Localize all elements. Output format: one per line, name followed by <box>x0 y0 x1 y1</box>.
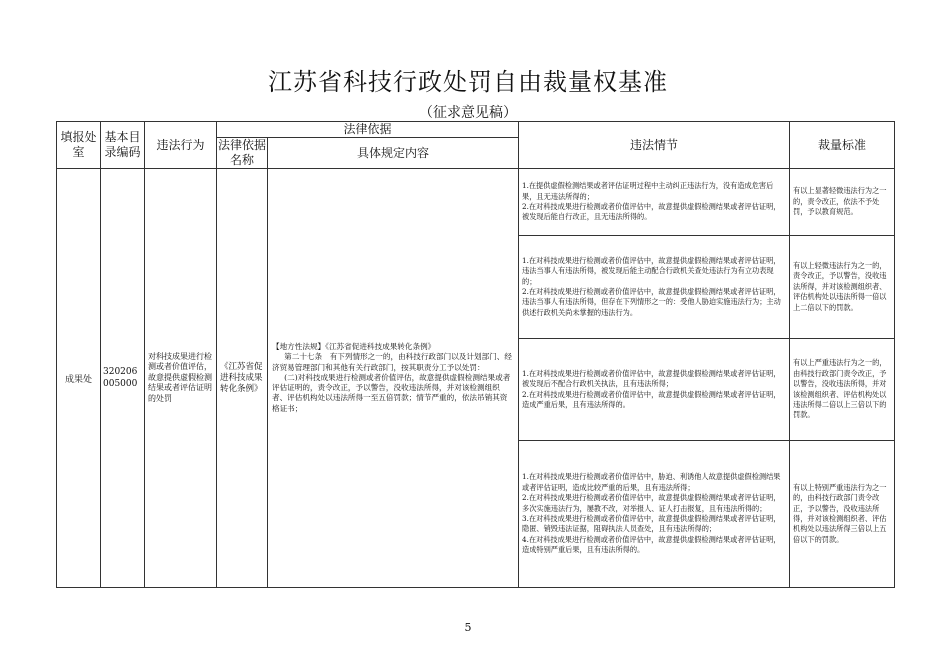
circumstance-level-2: 1.在对科技成果进行检测或者价值评估中，故意提供虚假检测结果或者评估证明，违法当事人有违法所得，被发现后能主动配合行政机关查处违法行为有立功表现的； 2.在对科技成果进行检测或者价值评估中，故意提供虚假检测结果或者评估证明，违法当事人有违法所得，但存在下列情形之一的：受他人胁迫实施违法行为；主动供述行政机关尚未掌握的违法行为。 <box>519 236 790 339</box>
document-title: 江苏省科技行政处罚自由裁量权基准 <box>268 68 668 96</box>
header-circumstances: 违法情节 <box>519 122 790 169</box>
circumstance-level-1: 1.在提供虚假检测结果或者评估证明过程中主动纠正违法行为，没有造成危害后果，且无违法所得的； 2.在对科技成果进行检测或者价值评估中，故意提供虚假检测结果或者评估证明，被发现后能自行改正，且无违法所得的。 <box>519 169 790 236</box>
header-code: 基本目录编码 <box>101 122 145 169</box>
header-basis-name: 法律依据名称 <box>217 138 266 167</box>
header-basis-content: 具体规定内容 <box>268 138 519 169</box>
header-dept: 填报处室 <box>57 122 101 169</box>
cell-code: 320206005000 <box>101 169 145 588</box>
cell-violation-act: 对科技成果进行检测或者价值评估，故意提供虚假检测结果或者评估证明的处罚 <box>145 169 217 588</box>
standard-level-3: 有以上严重违法行为之一的，由科技行政部门责令改正，予以警告，没收违法所得，并对该检测组织者、评估机构处以违法所得二倍以上三倍以下的罚款。 <box>790 339 895 441</box>
header-legal-basis: 法律依据 <box>217 122 519 138</box>
content-article: 第二十七条 有下列情形之一的，由科技行政部门以及计划部门、经济贸易管理部门和其他有关行政部门，按其职责分工予以处罚： <box>272 352 512 372</box>
standard-level-1: 有以上显著轻微违法行为之一的，责令改正，依法不予处罚，予以教育规范。 <box>790 169 895 236</box>
cell-basis-name: 《江苏省促进科技成果转化条例》 <box>217 169 268 588</box>
document-subtitle: （征求意见稿） <box>419 105 517 121</box>
standard-level-2: 有以上轻微违法行为之一的，责令改正，予以警告，没收违法所得，并对该检测组织者、评估机构处以违法所得一倍以上二倍以下的罚款。 <box>790 236 895 339</box>
cell-basis-content <box>268 169 519 588</box>
penalty-standard-table <box>56 121 895 588</box>
header-act: 违法行为 <box>145 122 217 169</box>
content-source: 【地方性法规】《江苏省促进科技成果转化条例》 <box>272 342 436 352</box>
standard-level-4: 有以上特别严重违法行为之一的，由科技行政部门责令改正，予以警告，没收违法所得，并对该检测组织者、评估机构处以违法所得三倍以上五倍以下的罚款。 <box>790 441 895 588</box>
header-standard: 裁量标准 <box>790 122 895 169</box>
circumstance-level-4: 1.在对科技成果进行检测或者价值评估中，胁迫、利诱他人故意提供虚假检测结果或者评估证明，造成比较严重的后果，且有违法所得； 2.在对科技成果进行检测或者价值评估中，故意提供虚假检测结果或者评估证明，多次实施违法行为，屡教不改，对举报人、证人打击报复，且有违法所得的； 3.在对科技成果进行检测或者价值评估中，故意提供虚假检测结果或者评估证明，隐匿、销毁违法证据，阻碍执法人员查处，且有违法所得的； 4.在对科技成果进行检测或者价值评估中，故意提供虚假检测结果或者评估证明，造成特别严重后果，且有违法所得的。 <box>519 441 790 588</box>
circumstance-level-3: 1.在对科技成果进行检测或者价值评估中，故意提供虚假检测结果或者评估证明，被发现后不配合行政机关执法，且有违法所得； 2.在对科技成果进行检测或者价值评估中，故意提供虚假检测结果或者评估证明，造成严重后果，且有违法所得的。 <box>519 339 790 441</box>
page-number: 5 <box>464 621 472 634</box>
cell-dept: 成果处 <box>57 169 101 588</box>
content-clause: (二)对科技成果进行检测或者价值评估，故意提供虚假检测结果或者评估证明的，责令改正，予以警告，没收违法所得，并对该检测组织者、评估机构处以违法所得一至五倍罚款；情节严重的，依法吊销其资格证书； <box>272 372 511 413</box>
